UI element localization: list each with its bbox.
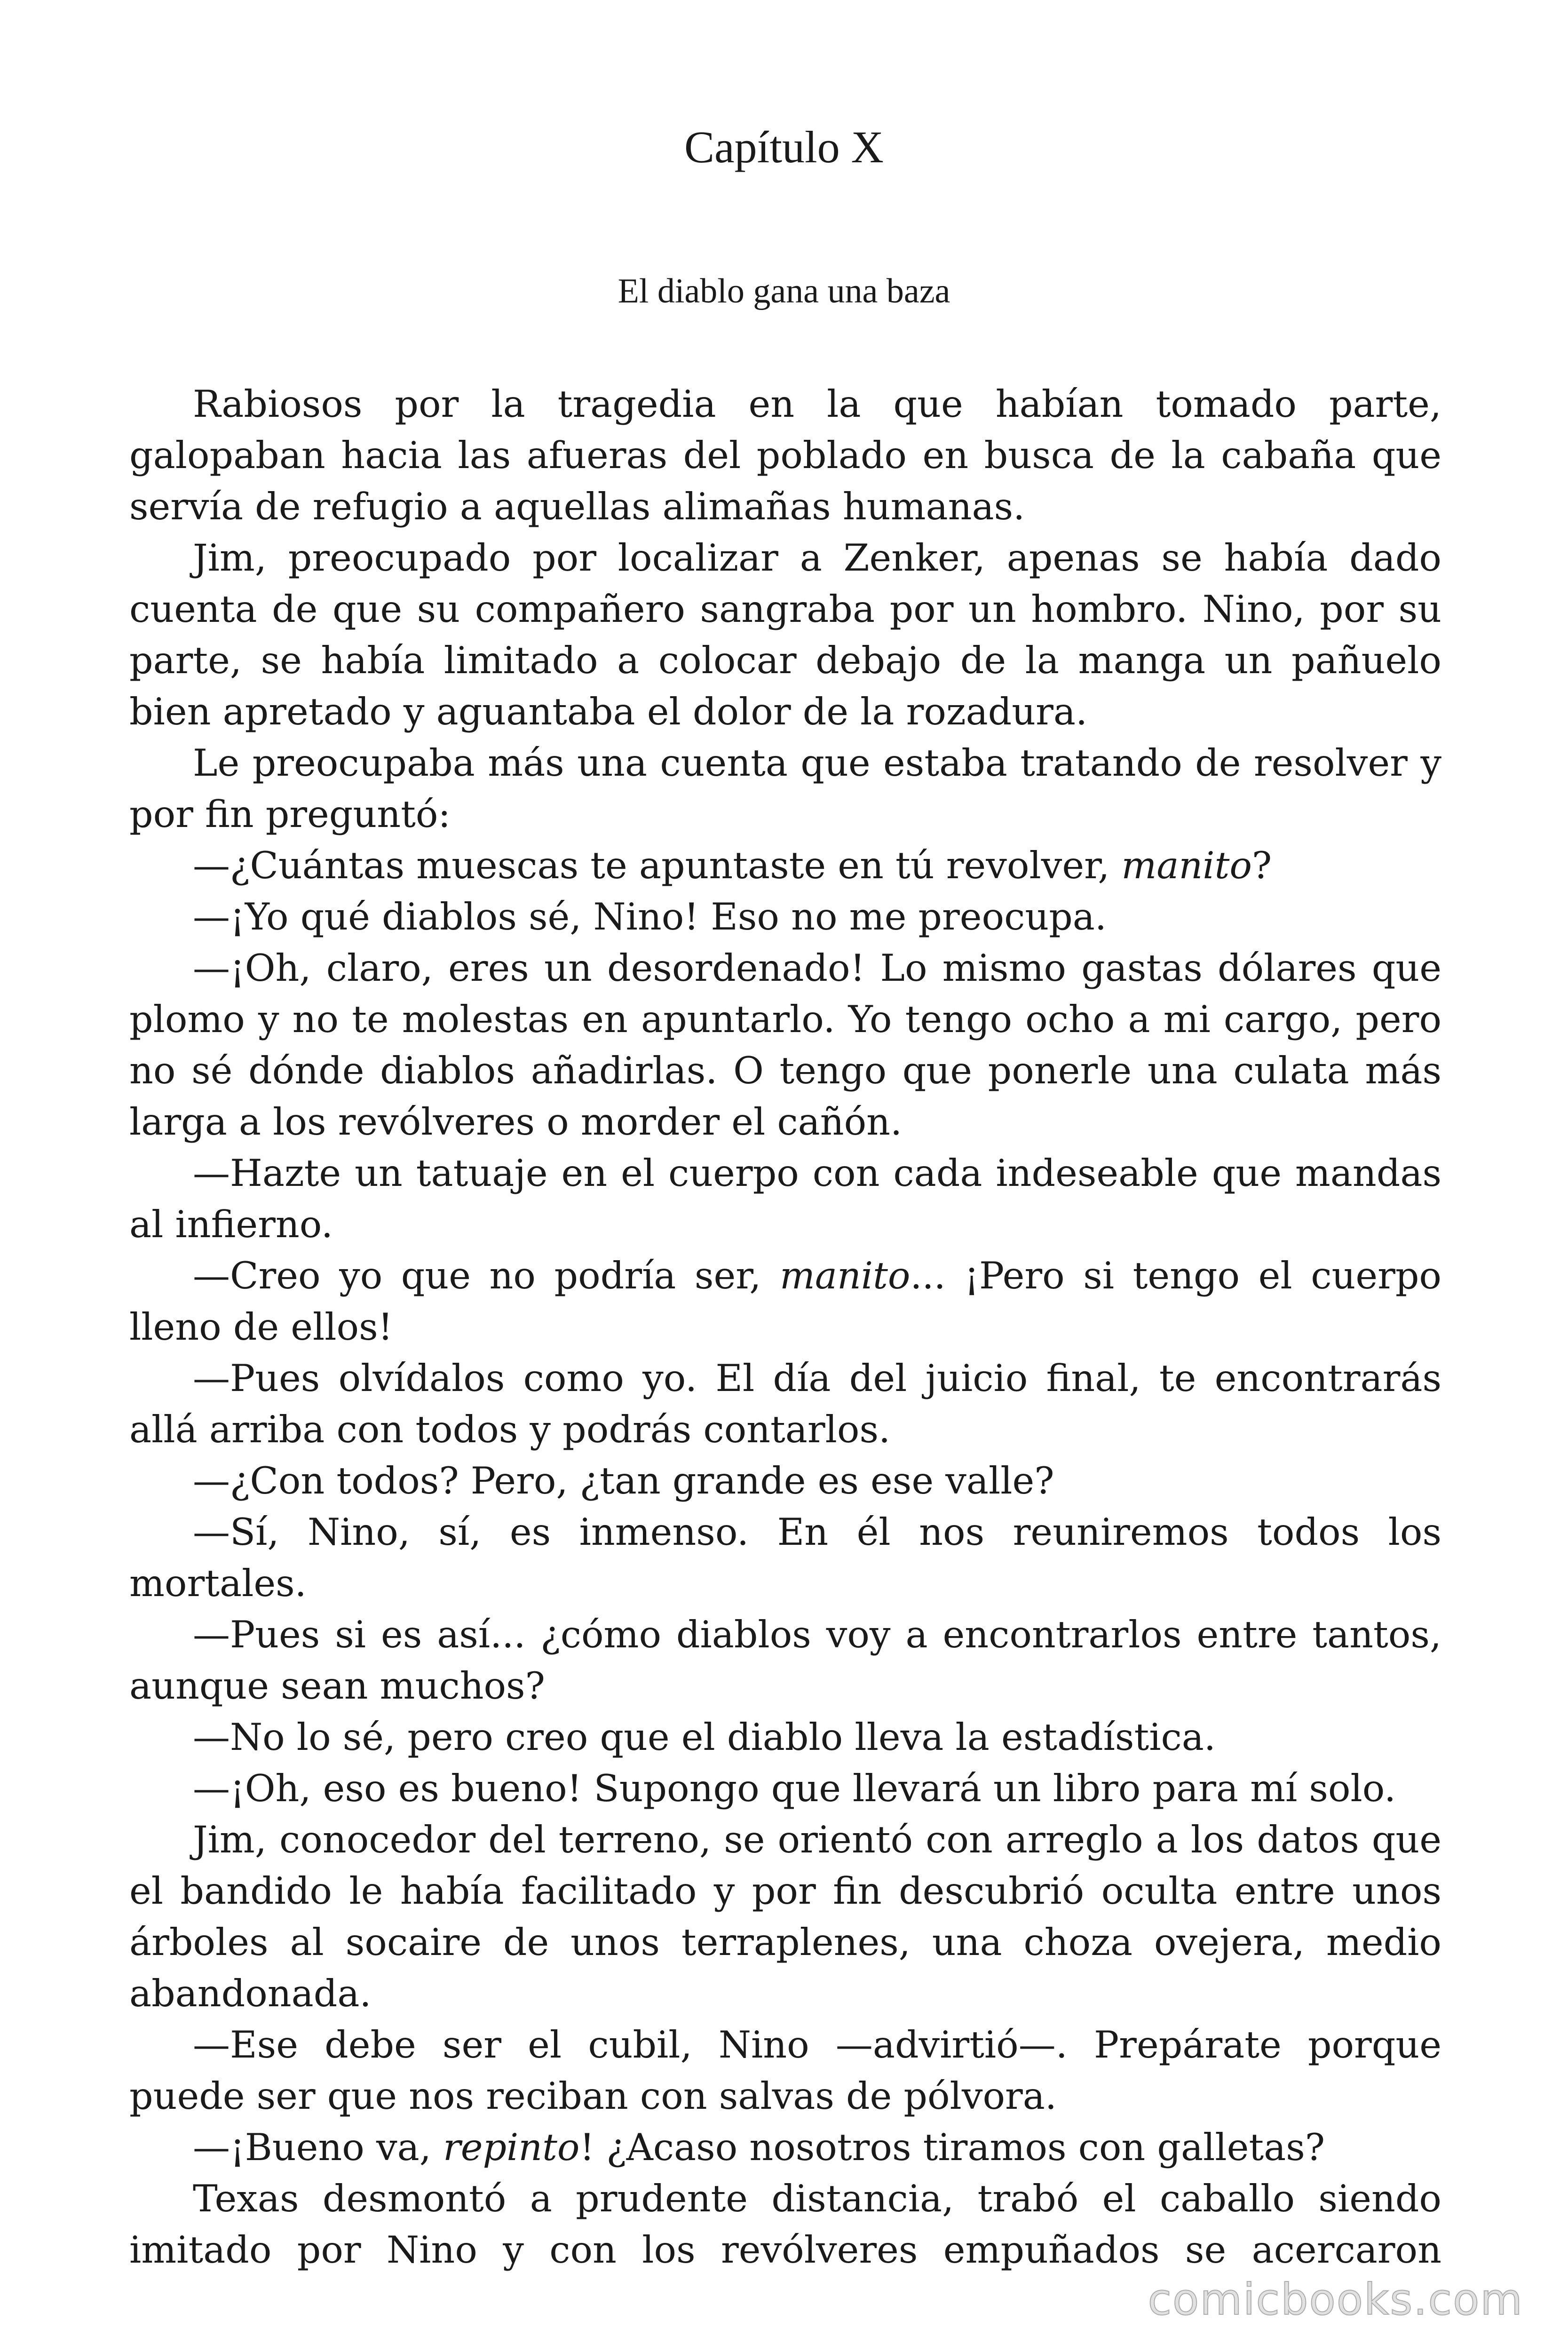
paragraph [129, 943, 1441, 1148]
paragraph [129, 1148, 1441, 1250]
paragraph [129, 1814, 1441, 2019]
text-run: —¡Oh, eso es bueno! Supongo que llevará un libro para mí solo. [193, 1767, 1396, 1810]
paragraph [129, 1507, 1441, 1609]
paragraph [129, 1250, 1441, 1353]
text-run: —Hazte un tatuaje en el cuerpo con cada indeseable que mandas al infierno. [129, 1152, 1441, 1246]
chapter-body [129, 379, 1441, 2276]
paragraph [129, 1763, 1441, 1814]
text-run: —Creo yo que no podría ser, [193, 1254, 780, 1297]
text-run: —¡Bueno va, [193, 2126, 443, 2169]
paragraph [129, 1609, 1441, 1712]
text-run: —¡Oh, claro, eres un desordenado! Lo mismo gastas dólares que plomo y no te molestas en apuntarlo. Yo tengo ocho a mi cargo, pero no sé dónde diablos añadirlas. O tengo que ponerle una culata más larga a los revólveres o morder el cañón. [129, 946, 1441, 1144]
paragraph [129, 1712, 1441, 1763]
paragraph [129, 840, 1441, 891]
text-run: —Pues si es así... ¿cómo diablos voy a encontrarlos entre tantos, aunque sean muchos? [129, 1613, 1441, 1708]
watermark-logo: comicbooks.com [1148, 2274, 1523, 2325]
text-run: Jim, preocupado por localizar a Zenker, apenas se había dado cuenta de que su compañero sangraba por un hombro. Nino, por su parte, se había limitado a colocar debajo de la manga un pañuelo bien apretado y aguantaba el dolor de la rozadura. [129, 536, 1441, 733]
text-run: Rabiosos por la tragedia en la que habían tomado parte, galopaban hacia las afueras del poblado en busca de la cabaña que servía de refugio a aquellas alimañas humanas. [129, 382, 1441, 528]
text-run: —¡Yo qué diablos sé, Nino! Eso no me preocupa. [193, 895, 1107, 938]
paragraph [129, 532, 1441, 738]
italic-text: manito [1121, 844, 1252, 887]
text-run: —¿Con todos? Pero, ¿tan grande es ese valle? [193, 1459, 1054, 1502]
italic-text: repinto [443, 2126, 580, 2169]
text-run: —Ese debe ser el cubil, Nino —advirtió—. Prepárate porque puede ser que nos reciban con salvas de pólvora. [129, 2023, 1441, 2118]
text-run: ! ¿Acaso nosotros tiramos con galletas? [579, 2126, 1325, 2169]
text-run: Texas desmontó a prudente distancia, trabó el caballo siendo imitado por Nino y con los revólveres empuñados se acercaron [129, 2177, 1441, 2272]
paragraph [129, 738, 1441, 840]
paragraph [129, 891, 1441, 943]
italic-text: manito [779, 1254, 911, 1297]
text-run: —No lo sé, pero creo que el diablo lleva la estadística. [193, 1716, 1216, 1759]
text-run: ... ¡Pero si tengo el cuerpo lleno de ellos! [129, 1254, 1441, 1349]
text-run: —Pues olvídalos como yo. El día del juicio final, te encontrarás allá arriba con todos y podrás contarlos. [129, 1357, 1441, 1451]
paragraph [129, 2173, 1441, 2276]
text-run: Jim, conocedor del terreno, se orientó con arreglo a los datos que el bandido le había facilitado y por fin descubrió oculta entre unos árboles al socaire de unos terraplenes, una choza ovejera, medio abandonada. [129, 1818, 1441, 2015]
paragraph [129, 2019, 1441, 2122]
paragraph [129, 2122, 1441, 2173]
text-run: —Sí, Nino, sí, es inmenso. En él nos reuniremos todos los mortales. [129, 1510, 1441, 1605]
text-run: —¿Cuántas muescas te apuntaste en tú revolver, [193, 844, 1122, 887]
paragraph [129, 1353, 1441, 1455]
chapter-title: Capítulo X [684, 122, 884, 172]
text-run: Le preocupaba más una cuenta que estaba tratando de resolver y por fin preguntó: [129, 741, 1441, 836]
chapter-subtitle: El diablo gana una baza [618, 272, 950, 310]
text-run: ? [1251, 844, 1272, 887]
paragraph [129, 1455, 1441, 1507]
paragraph [129, 379, 1441, 532]
